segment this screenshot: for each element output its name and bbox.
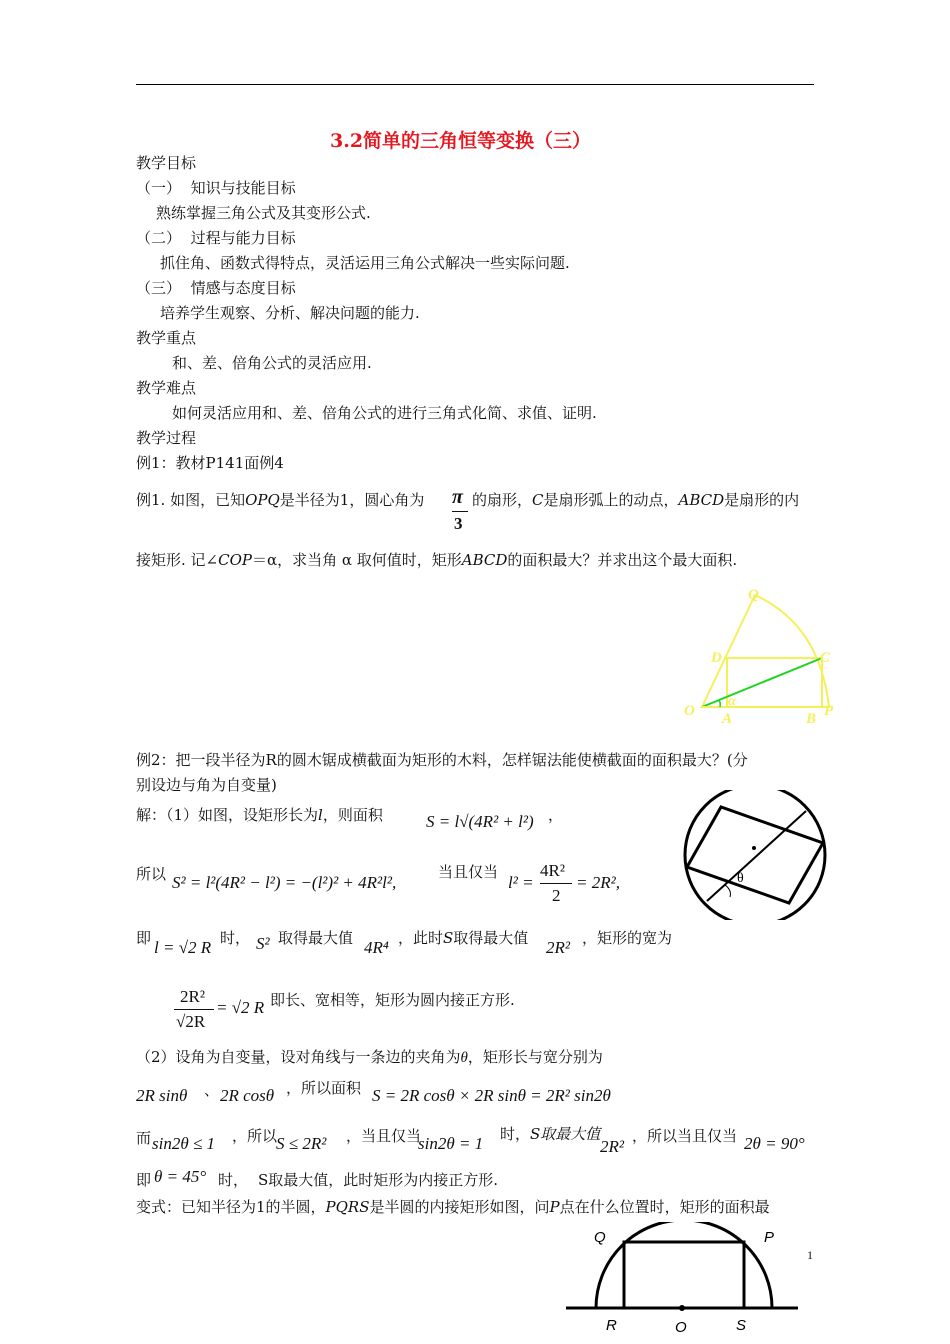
label-o: O [675, 1319, 687, 1336]
text: ，此时 [398, 929, 444, 947]
width-denominator: √2R [176, 1012, 206, 1031]
part2-line [136, 1047, 603, 1068]
iff3-label: ，所以当且仅当 [632, 1127, 738, 1145]
text: 时， [500, 1125, 531, 1143]
so-label: 所以 [136, 865, 167, 883]
example2-line1: 例2：把一段半径为R的圆木锯成横截面为矩形的木料，怎样锯法能使横截面的面积最大？(分 [136, 751, 748, 769]
goal-label: （二） [136, 229, 182, 247]
math-abcd: ABCD [678, 491, 725, 509]
inscribed-rectangle [687, 807, 823, 903]
difficulty-heading: 教学难点 [136, 379, 197, 397]
theta-label: θ [737, 871, 744, 886]
goal-process-text: 抓住角、函数式得特点，灵活运用三角公式解决一些实际问题. [160, 254, 570, 272]
label-o: O [684, 703, 695, 719]
label-a: A [722, 711, 733, 727]
goal-knowledge-text: 熟练掌握三角公式及其变形公式. [156, 204, 371, 222]
area-theta-formula: S = 2R cosθ × 2R sinθ = 2R² sin2θ [372, 1086, 611, 1105]
text: （2）设角为自变量，设对角线与一条边的夹角为 [136, 1048, 461, 1066]
width-numerator: 2R² [180, 987, 205, 1006]
sides-length: 2R sinθ [136, 1086, 188, 1105]
difficulty-text: 如何灵活应用和、差、倍角公式的进行三角式化简、求值、证明. [172, 404, 597, 422]
goal-label: （一） [136, 179, 182, 197]
text: 变式：已知半径为1的半圆， [136, 1198, 326, 1216]
label-c: C [820, 650, 831, 666]
comma: ， [548, 806, 564, 824]
text: 是扇形弧上的动点， [543, 491, 679, 509]
label-s: S [736, 1317, 747, 1334]
goal-emotion [136, 278, 296, 298]
fraction-bar [174, 1009, 214, 1010]
fraction-bar [452, 511, 468, 512]
solution-part1 [136, 805, 383, 825]
page-number: 1 [807, 1248, 813, 1262]
text: 是半径为1，圆心角为 [279, 491, 425, 509]
two-theta: 2θ = 90° [744, 1134, 805, 1153]
label-alpha: α [728, 694, 736, 709]
process-heading: 教学过程 [136, 429, 197, 447]
now-label [398, 928, 528, 948]
center-dot [679, 1305, 685, 1311]
example1-line1 [136, 490, 424, 510]
math-text: S取最大值 [530, 1125, 601, 1143]
s-le: S ≤ 2R² [276, 1134, 327, 1153]
header-rule [136, 84, 814, 85]
example1-reference: 例1：教材P141面例4 [136, 454, 284, 472]
text: ，矩形长与宽分别为 [467, 1048, 603, 1066]
goal-title: 过程与能力目标 [190, 229, 296, 247]
text: 取得最大值 [453, 929, 529, 947]
label-q: Q [594, 1229, 606, 1246]
fraction-bar [540, 883, 572, 884]
smax-label [500, 1124, 600, 1144]
circle [685, 790, 825, 920]
label-d: D [711, 650, 722, 666]
page-title: 3.2简单的三角恒等变换（三） [330, 130, 592, 152]
goal-title: 知识与技能目标 [190, 179, 296, 197]
label-p: P [824, 703, 834, 719]
theta-arc [725, 885, 730, 897]
value-2r2: 2R² [546, 938, 570, 957]
value2-2r2: 2R² [600, 1137, 624, 1156]
math-opq: OPQ [245, 491, 280, 509]
example2-line2: 别设边与角为自变量) [136, 776, 277, 794]
circle-rectangle-figure [680, 790, 830, 920]
text: 解：（1）如图，设矩形长为 [136, 806, 319, 824]
math-l: l [318, 806, 323, 824]
er-label: 而 [136, 1129, 152, 1147]
text: ，则面积 [322, 806, 383, 824]
final-text: S取最大值，此时矩形为内接正方形. [258, 1171, 499, 1189]
math-pqrs: PQRS [325, 1198, 370, 1216]
goals-heading: 教学目标 [136, 154, 197, 172]
width-text: ，矩形的宽为 [582, 929, 673, 947]
text: 是扇形的内 [724, 491, 800, 509]
goal-label: （三） [136, 279, 182, 297]
sin-eq-one: sin2θ = 1 [418, 1134, 484, 1153]
iff2-label: ，当且仅当 [346, 1127, 422, 1145]
diagonal [707, 811, 806, 901]
eq-2r2: = 2R², [576, 873, 620, 892]
shi3-label: 时， [218, 1171, 249, 1189]
sin-le-one: sin2θ ≤ 1 [152, 1134, 216, 1153]
math-abcd: ABCD [461, 551, 508, 569]
key-heading: 教学重点 [136, 329, 197, 347]
text: 接矩形. 记∠ [136, 551, 219, 569]
l-equals: l = √2 R [154, 938, 212, 957]
label-b: B [806, 711, 817, 727]
math-theta: θ [460, 1050, 468, 1066]
goal-emotion-text: 培养学生观察、分析、解决问题的能力. [160, 304, 420, 322]
text: 的扇形， [472, 491, 533, 509]
text: 例1. 如图，已知 [136, 491, 246, 509]
math-c: C [532, 491, 544, 509]
max-text: 取得最大值 [278, 929, 354, 947]
example1-line2 [136, 550, 737, 570]
value-4r4: 4R⁴ [364, 938, 389, 957]
sides-width: 2R cosθ [220, 1086, 275, 1105]
math-cop: COP [218, 551, 252, 569]
inscribed-rectangle [624, 1242, 744, 1308]
semicircle-figure [560, 1222, 810, 1344]
math-p: P [549, 1198, 560, 1216]
fraction-numerator: 4R² [540, 861, 565, 880]
goal-process [136, 228, 296, 248]
area-formula: S = l√(4R² + l²) [426, 812, 534, 831]
s-squared-symbol: S² [256, 934, 270, 953]
three-denominator: 3 [454, 514, 463, 533]
width-equals: = √2 R [216, 998, 265, 1017]
area-label: ，所以面积 [286, 1079, 362, 1097]
example1-line1-cont [472, 490, 799, 510]
text: ＝α，求当角 α 取何值时，矩形 [251, 551, 462, 569]
sector-figure [680, 585, 840, 730]
iff-label: 当且仅当 [438, 863, 499, 881]
l-squared: l² = [508, 873, 534, 892]
theta-45: θ = 45° [154, 1167, 207, 1186]
inscribed-rectangle [727, 658, 822, 707]
key-text: 和、差、倍角公式的灵活应用. [172, 354, 372, 372]
square-text: 即长、宽相等，矩形为圆内接正方形. [270, 991, 515, 1009]
math-s: S [443, 929, 454, 947]
shi-label: 时， [220, 929, 251, 947]
label-p: P [764, 1229, 775, 1246]
fraction-denominator: 2 [552, 886, 561, 905]
ji-label: 即 [136, 929, 152, 947]
separator: 、 [204, 1081, 220, 1099]
center-dot [752, 846, 756, 850]
goal-knowledge [136, 178, 296, 198]
ji2-label: 即 [136, 1171, 152, 1189]
label-r: R [606, 1317, 617, 1334]
pi-numerator: π [452, 486, 463, 508]
suoyi-label: ，所以 [232, 1127, 278, 1145]
variant-line [136, 1197, 770, 1217]
text: 点在什么位置时，矩形的面积最 [559, 1198, 770, 1216]
text: 是半圆的内接矩形如图，问 [369, 1198, 550, 1216]
s-squared-formula: S² = l²(4R² − l²) = −(l²)² + 4R²l², [172, 873, 397, 892]
goal-title: 情感与态度目标 [190, 279, 296, 297]
semicircle [596, 1222, 775, 1308]
label-q: Q [748, 587, 759, 603]
text: 的面积最大？并求出这个最大面积. [507, 551, 738, 569]
